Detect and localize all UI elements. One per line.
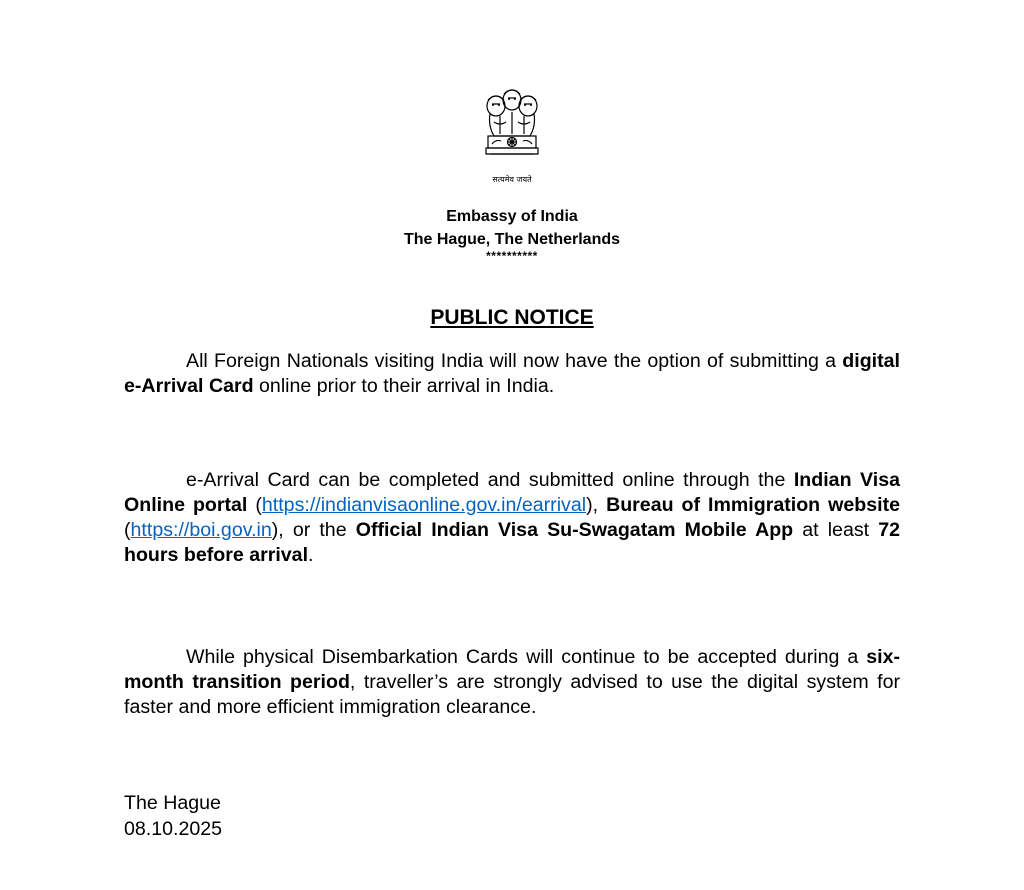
- bold-span: Indian Visa Online portal: [124, 469, 900, 516]
- footer-place: The Hague: [124, 792, 221, 814]
- notice-footer: [124, 790, 222, 842]
- paragraph-e-arrival-option: [124, 349, 900, 399]
- text-span: All Foreign Nationals visiting India will now have the option of submitting a: [186, 350, 843, 372]
- paragraph-transition-period: [124, 645, 900, 720]
- footer-date: 08.10.2025: [124, 818, 223, 840]
- text-span: , traveller’s are strongly advised to use the digital system for faster and more efficient immigration clearance.: [124, 671, 900, 718]
- boi-website-link[interactable]: https://boi.gov.in: [130, 519, 272, 541]
- emblem-motto: सत्यमेव जयते: [492, 175, 532, 184]
- text-span: .: [308, 544, 314, 566]
- indian-visa-online-link[interactable]: https://indianvisaonline.gov.in/earrival: [261, 494, 587, 516]
- bold-span: digital e-Arrival Card: [124, 350, 900, 397]
- paragraph-submission-channels: [124, 468, 900, 568]
- text-span: e-Arrival Card can be completed and submitted online through the: [186, 469, 794, 491]
- text-span: (: [247, 494, 262, 516]
- embassy-location: The Hague, The Netherlands: [403, 231, 621, 248]
- letterhead: [300, 205, 724, 261]
- header-separator: **********: [486, 249, 538, 263]
- text-span: While physical Disembarkation Cards will continue to be accepted during a: [186, 646, 867, 668]
- text-span: at least: [793, 519, 879, 541]
- text-span: (: [124, 519, 131, 541]
- bold-span: 72 hours before arrival: [124, 519, 900, 566]
- bold-span: Bureau of Immigration website: [606, 494, 900, 516]
- text-span: ),: [586, 494, 607, 516]
- embassy-name: Embassy of India: [446, 208, 578, 225]
- text-span: ), or the: [271, 519, 356, 541]
- text-span: online prior to their arrival in India.: [253, 375, 555, 397]
- notice-title: PUBLIC NOTICE: [430, 306, 594, 329]
- bold-span: six-month transition period: [124, 646, 900, 693]
- national-emblem-icon: [478, 86, 546, 178]
- bold-span: Official Indian Visa Su-Swagatam Mobile App: [355, 519, 794, 541]
